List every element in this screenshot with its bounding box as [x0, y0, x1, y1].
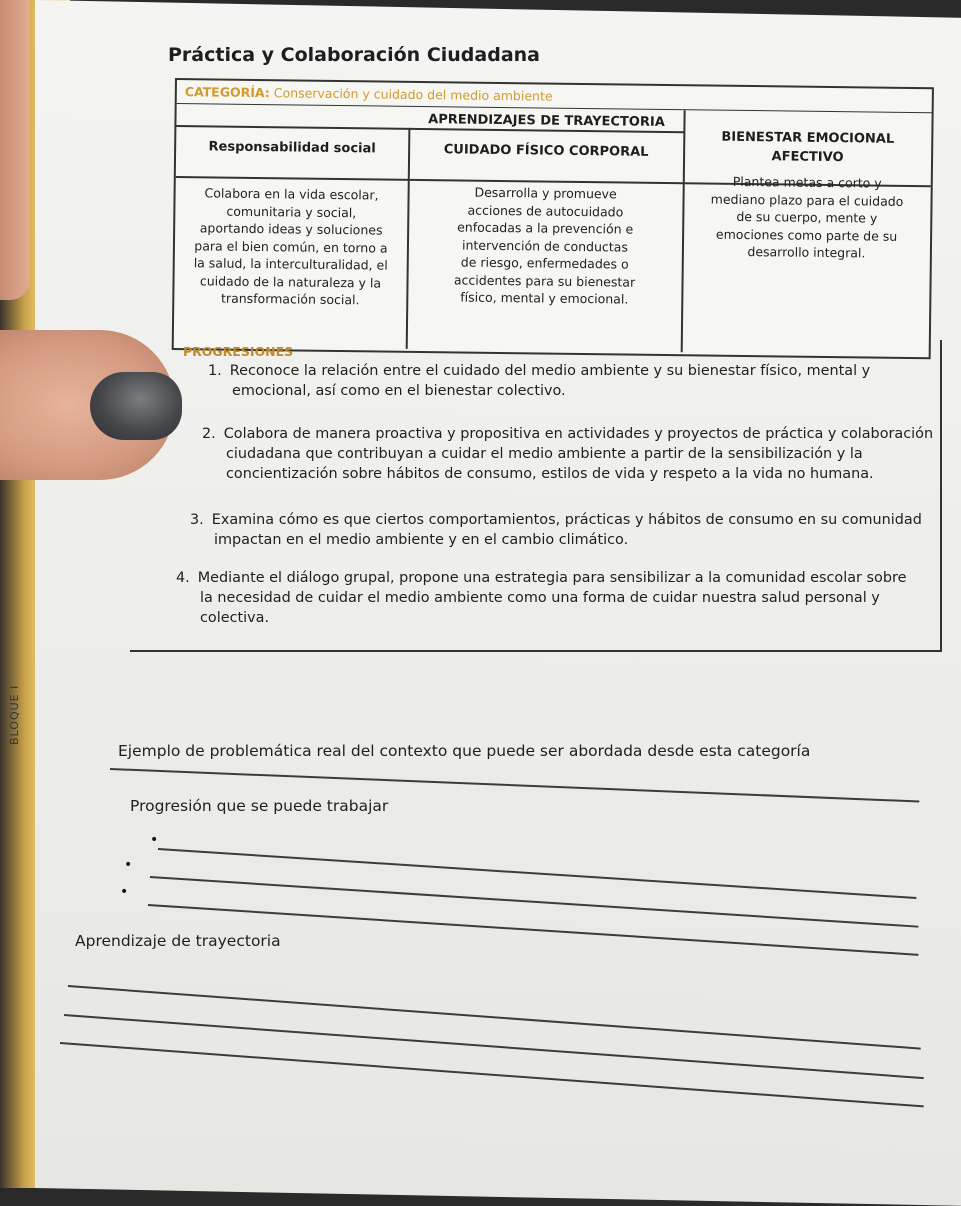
category-table — [172, 78, 934, 359]
cell-line: acciones de autocuidado — [467, 202, 624, 219]
progresion-item-2 — [202, 424, 940, 484]
progresion-item-4 — [176, 568, 936, 628]
header-bienestar-2: AFECTIVO — [771, 149, 844, 166]
progresion-text: ciudadana que contribuyan a cuidar el medio ambiente a partir de la sensibilización y la — [226, 446, 863, 462]
cell-line: de su cuerpo, mente y — [736, 208, 878, 226]
progresion-item-1 — [208, 361, 936, 401]
progresion-number: 1. — [208, 363, 222, 379]
cell-line: transformación social. — [220, 290, 360, 308]
cell-line: accidentes para su bienestar — [453, 271, 636, 290]
progresion-text: emocional, así como en el bienestar colectivo. — [232, 383, 566, 399]
progresion-text: concientización sobre hábitos de consumo, estilos de vida y respeto a la vida no humana. — [226, 466, 874, 482]
bullet: • — [150, 832, 159, 848]
progresion-text: la necesidad de cuidar el medio ambiente como una forma de cuidar nuestra salud personal y — [200, 590, 880, 606]
header-responsabilidad: Responsabilidad social — [208, 139, 376, 157]
cell-line: enfocadas a la prevención e — [457, 219, 634, 237]
cell-line: desarrollo integral. — [747, 244, 866, 261]
cell-line: para el bien común, en torno a — [194, 237, 388, 256]
bullet: • — [124, 857, 133, 873]
cell-line: cuidado de la naturaleza y la — [199, 272, 382, 291]
cell-line: Colabora en la vida escolar, — [204, 185, 379, 203]
cell-line: Plantea metas a corto y — [732, 173, 882, 191]
progresion-text: impactan en el medio ambiente y en el cambio climático. — [214, 532, 629, 548]
progresion-text: Examina cómo es que ciertos comportamientos, prácticas y hábitos de consumo en su comunidad — [211, 512, 922, 528]
header-aprendizajes: APRENDIZAJES DE TRAYECTORIA — [428, 112, 665, 130]
category-value: Conservación y cuidado del medio ambiente — [273, 85, 553, 104]
page-title: Práctica y Colaboración Ciudadana — [168, 44, 540, 66]
question-ejemplo: Ejemplo de problemática real del contexto que puede ser abordada desde esta categoría — [118, 742, 811, 760]
progresion-text: Colabora de manera proactiva y propositiva en actividades y proyectos de práctica y colaboración — [223, 426, 934, 442]
progresion-number: 3. — [190, 512, 204, 528]
question-aprendizaje: Aprendizaje de trayectoria — [75, 932, 281, 950]
cell-responsabilidad — [174, 184, 407, 309]
question-progresion: Progresión que se puede trabajar — [130, 797, 389, 815]
cell-line: aportando ideas y soluciones — [199, 220, 383, 238]
progresion-number: 2. — [202, 426, 216, 442]
hand-thumb — [0, 0, 30, 300]
progresiones-label: PROGRESIONES — [183, 344, 294, 359]
cell-line: Desarrolla y promueve — [474, 184, 617, 202]
cell-line: intervención de conductas — [461, 237, 629, 255]
cell-line: emociones como parte de su — [715, 226, 898, 244]
cell-line: comunitaria y social, — [226, 203, 357, 220]
side-label: BLOQUE I — [8, 684, 21, 745]
progresion-text: Reconoce la relación entre el cuidado del medio ambiente y su bienestar físico, mental y — [229, 363, 871, 379]
cell-line: de riesgo, enfermedades o — [460, 254, 629, 272]
bullet: • — [120, 884, 129, 900]
cell-bienestar — [683, 172, 931, 263]
category-row — [177, 80, 932, 113]
progresion-text: Mediante el diálogo grupal, propone una estrategia para sensibilizar a la comunidad escolar sobre — [197, 570, 907, 586]
header-cuidado: CUIDADO FÍSICO CORPORAL — [443, 142, 649, 160]
cell-cuidado — [406, 183, 683, 309]
cell-line: físico, mental y emocional. — [460, 289, 629, 307]
progresion-item-3 — [190, 510, 935, 550]
progresion-number: 4. — [176, 570, 190, 586]
cell-line: mediano plazo para el cuidado — [710, 191, 904, 209]
header-bienestar-1: BIENESTAR EMOCIONAL — [721, 129, 895, 147]
category-label: CATEGORÍA: — [184, 84, 270, 101]
cell-line: la salud, la interculturalidad, el — [193, 255, 388, 273]
progresion-text: colectiva. — [200, 610, 270, 626]
